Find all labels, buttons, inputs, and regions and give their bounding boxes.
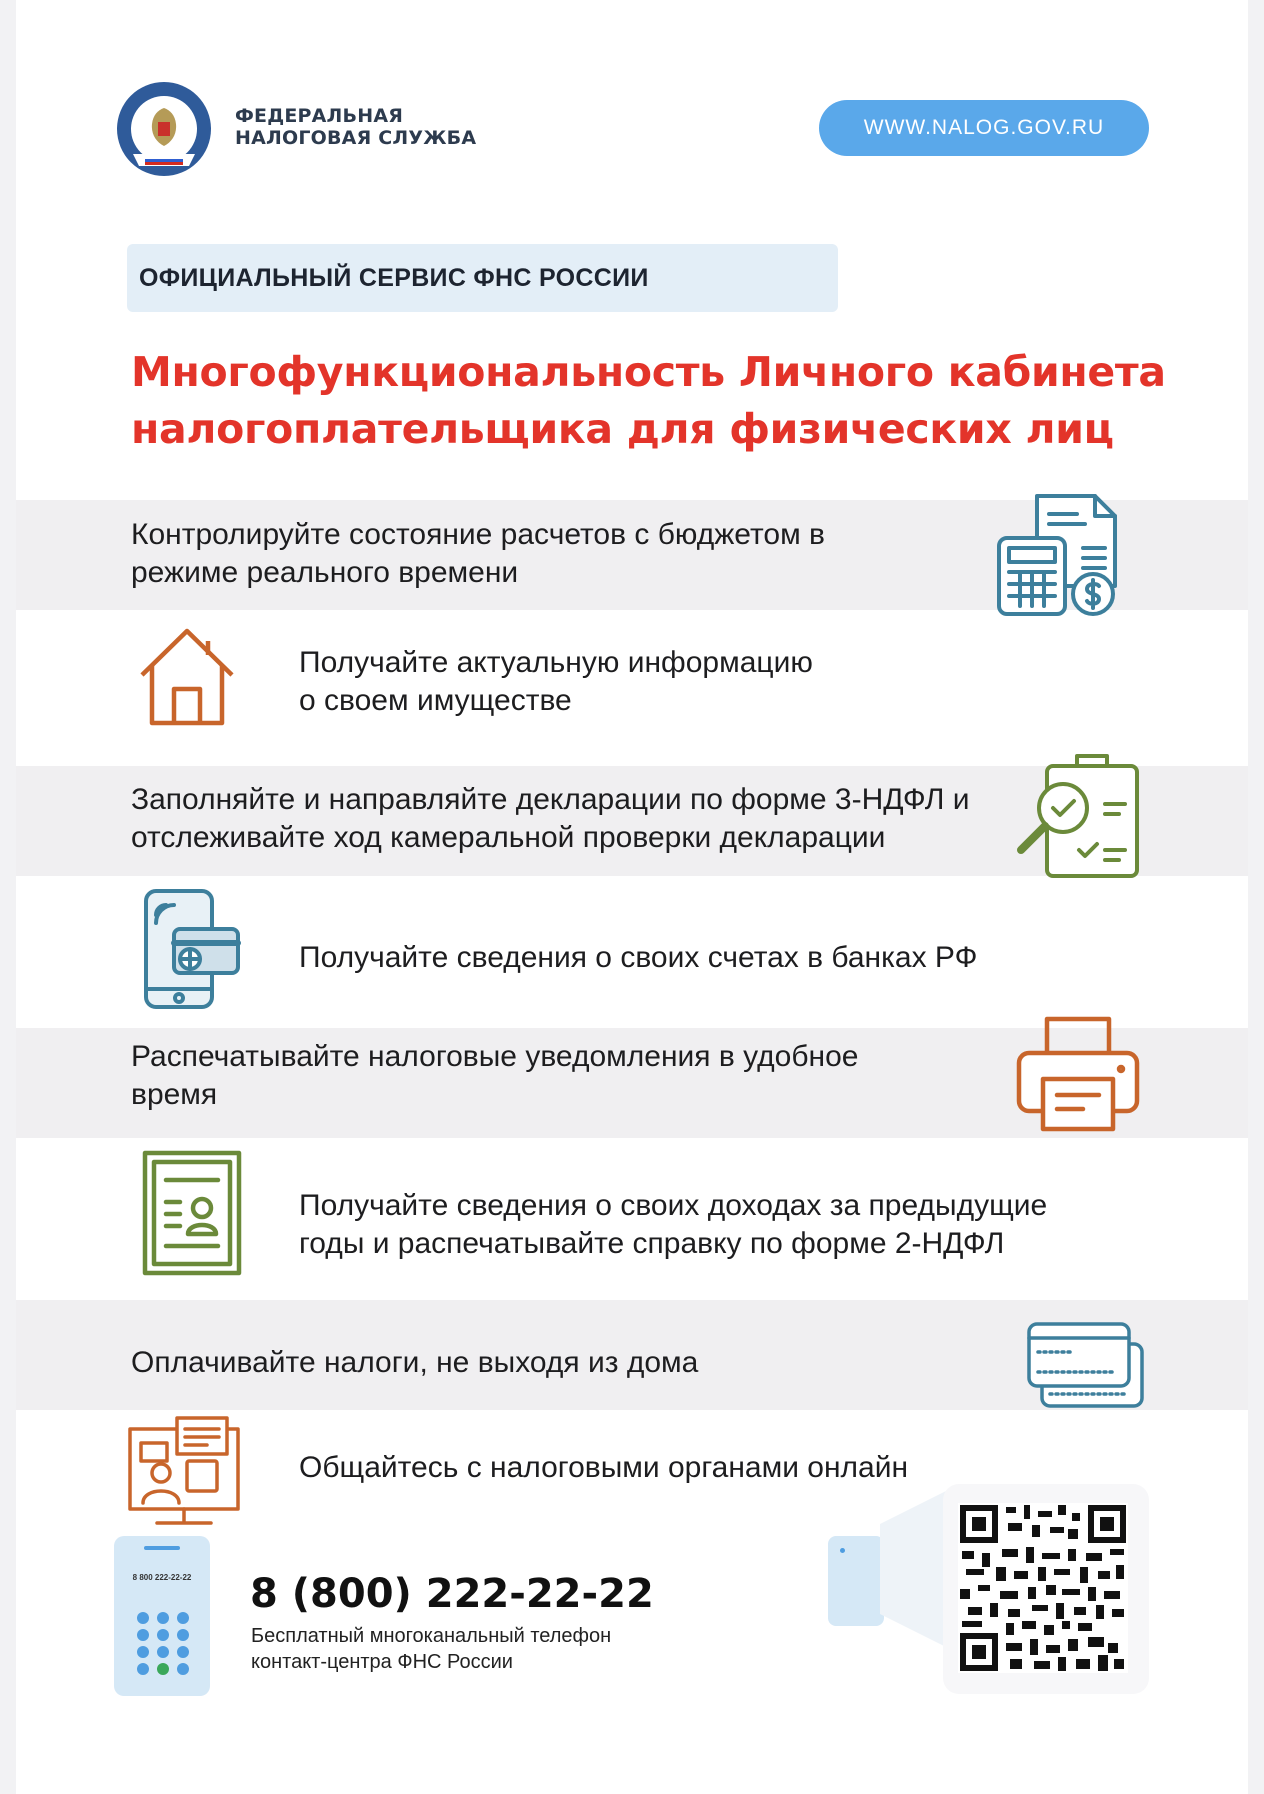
- feature-text-3: [131, 781, 970, 857]
- feature-text-4: [299, 939, 977, 977]
- phone-screen-number: 8 800 222-22-22: [132, 1573, 192, 1582]
- feature-text-7: [131, 1344, 698, 1382]
- title-line2: налогоплательщика для физических лиц: [131, 405, 1114, 453]
- feature-2-line1: Получайте актуальную информацию: [299, 646, 813, 679]
- online-chat-icon: [127, 1415, 242, 1529]
- phone-card-icon: [142, 887, 242, 1011]
- qr-code[interactable]: [958, 1503, 1128, 1673]
- hotline-description: [251, 1623, 611, 1675]
- feature-6-line1: Получайте сведения о своих доходах за предыдущие: [299, 1189, 1048, 1222]
- feature-1-line1: Контролируйте состояние расчетов с бюджетом в: [131, 518, 825, 551]
- house-icon: [138, 625, 236, 727]
- feature-1-line2: режиме реального времени: [131, 556, 519, 589]
- feature-text-6: [299, 1187, 1047, 1263]
- org-name-line2: НАЛОГОВАЯ СЛУЖБА: [235, 127, 477, 149]
- printer-icon: [1013, 1013, 1143, 1135]
- credit-cards-icon: [1026, 1318, 1146, 1412]
- page-title: [131, 344, 1166, 458]
- feature-text-2: [299, 644, 813, 720]
- fns-emblem-logo: [115, 80, 213, 178]
- calculator-invoice-icon: [995, 490, 1125, 620]
- hotline-number[interactable]: 8 (800) 222-22-22: [250, 1571, 654, 1617]
- phone-keypad: [136, 1611, 190, 1680]
- feature-5-line2: время: [131, 1078, 218, 1111]
- org-name-line1: ФЕДЕРАЛЬНАЯ: [235, 105, 404, 127]
- phone-speaker: [144, 1546, 180, 1550]
- clipboard-check-icon: [1013, 752, 1143, 882]
- feature-8-line1: Общайтесь с налоговыми органами онлайн: [299, 1451, 909, 1484]
- document-person-icon: [142, 1150, 242, 1276]
- phone-graphic: [114, 1536, 210, 1696]
- feature-7-line1: Оплачивайте налоги, не выходя из дома: [131, 1346, 699, 1379]
- feature-2-line2: о своем имуществе: [299, 684, 572, 717]
- feature-5-line1: Распечатывайте налоговые уведомления в удобное: [131, 1040, 859, 1073]
- website-button[interactable]: WWW.NALOG.GOV.RU: [819, 100, 1149, 156]
- scanner-phone-graphic: [828, 1536, 884, 1626]
- feature-3-line2: отслеживайте ход камеральной проверки декларации: [131, 821, 886, 854]
- hotline-desc-line1: Бесплатный многоканальный телефон: [251, 1625, 612, 1647]
- title-line1: Многофункциональность Личного кабинета: [131, 348, 1166, 396]
- feature-3-line1: Заполняйте и направляйте декларации по форме 3-НДФЛ и: [131, 783, 970, 816]
- feature-text-5: [131, 1038, 858, 1114]
- feature-6-line2: годы и распечатывайте справку по форме 2-НДФЛ: [299, 1227, 1005, 1260]
- org-name: [235, 105, 476, 149]
- feature-4-line1: Получайте сведения о своих счетах в банках РФ: [299, 941, 978, 974]
- feature-text-8: [299, 1449, 908, 1487]
- service-badge: ОФИЦИАЛЬНЫЙ СЕРВИС ФНС РОССИИ: [127, 244, 838, 312]
- hotline-desc-line2: контакт-центра ФНС России: [251, 1651, 513, 1673]
- feature-text-1: [131, 516, 825, 592]
